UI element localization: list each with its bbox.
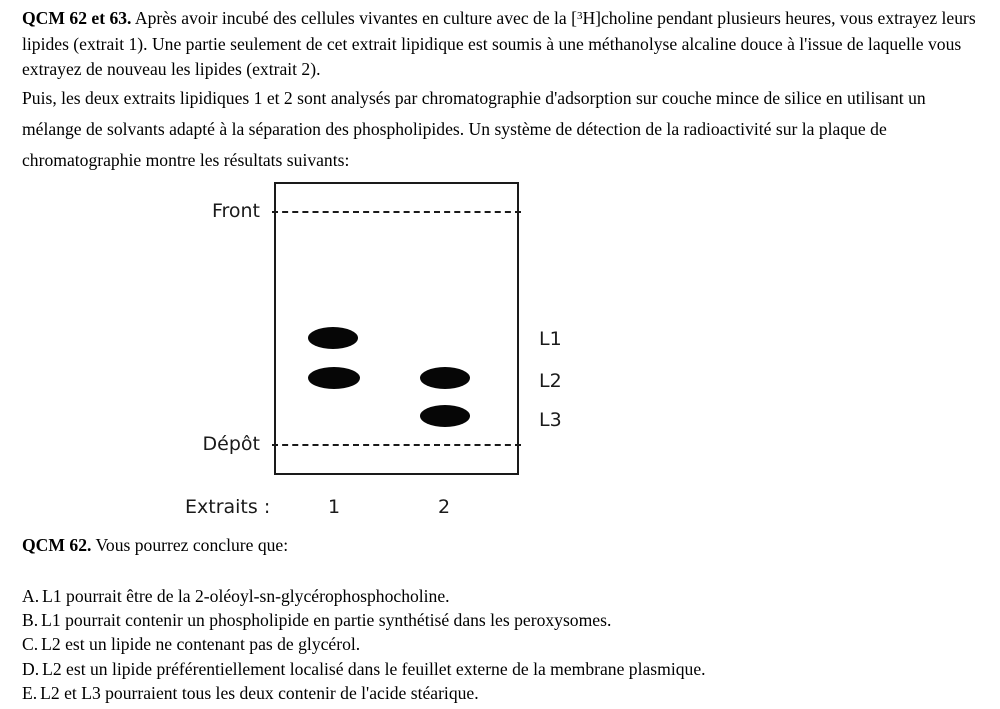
answer-option-letter: D. bbox=[22, 658, 40, 679]
answer-option-text: L2 est un lipide ne contenant pas de glycérol. bbox=[41, 634, 361, 655]
extracts-axis-label: Extraits : bbox=[185, 496, 271, 518]
answer-option-text: L1 pourrait contenir un phospholipide en partie synthétisé dans les peroxysomes. bbox=[41, 610, 612, 631]
band-label-l3: L3 bbox=[539, 409, 562, 431]
extract-number-2: 2 bbox=[437, 496, 451, 518]
answer-option-c[interactable] bbox=[22, 632, 982, 656]
extracts-axis-row bbox=[0, 496, 1000, 522]
qcm-lead-label: QCM 62 et 63. bbox=[22, 8, 132, 28]
question-text: Vous pourrez conclure que: bbox=[91, 535, 289, 555]
intro-prose bbox=[22, 6, 984, 176]
solvent-front-line bbox=[272, 211, 521, 213]
answer-option-letter: C. bbox=[22, 634, 39, 655]
question-number: QCM 62. bbox=[22, 535, 92, 555]
answer-options-list bbox=[22, 584, 982, 705]
answer-option-text: L1 pourrait être de la 2-oléoyl-sn-glycérophosphocholine. bbox=[42, 586, 450, 606]
radioactive-spot-lane1-l1 bbox=[308, 327, 358, 349]
extract-number-1: 1 bbox=[327, 496, 341, 518]
intro-paragraph-1-part1: Après avoir incubé des cellules vivantes en culture avec de la [ bbox=[131, 8, 577, 28]
radioactive-spot-lane1-l2 bbox=[308, 367, 360, 389]
question-heading bbox=[22, 533, 288, 557]
answer-option-letter: E. bbox=[22, 682, 38, 703]
band-label-l2: L2 bbox=[539, 370, 562, 392]
deposit-origin-line bbox=[272, 444, 521, 446]
answer-option-d[interactable] bbox=[22, 657, 982, 681]
solvent-front-label: Front bbox=[211, 200, 260, 222]
intro-paragraph-1-part2: H]choline pendant plusieurs heures, vous extrayez leurs lipides (extrait 1). Une partie seulement de cet extrait lipidique est soumis à une méthanolyse alcaline douce à l'issue de laquelle vous extrayez de nouveau les lipides (extrait 2). bbox=[22, 8, 976, 79]
band-label-l1: L1 bbox=[539, 328, 562, 350]
radioactive-spot-lane2-l3 bbox=[420, 405, 470, 427]
tritium-superscript: 3 bbox=[576, 9, 583, 22]
answer-option-letter: B. bbox=[22, 610, 39, 631]
answer-option-b[interactable] bbox=[22, 608, 982, 632]
answer-option-letter: A. bbox=[22, 586, 40, 606]
deposit-origin-label: Dépôt bbox=[202, 433, 260, 455]
chromatography-plate bbox=[274, 182, 519, 475]
answer-option-e[interactable] bbox=[22, 681, 982, 705]
answer-option-text: L2 est un lipide préférentiellement localisé dans le feuillet externe de la membrane plasmique. bbox=[42, 658, 706, 679]
answer-option-text: L2 et L3 pourraient tous les deux contenir de l'acide stéarique. bbox=[40, 682, 479, 703]
answer-option-a[interactable] bbox=[22, 584, 982, 608]
intro-paragraph-2: Puis, les deux extraits lipidiques 1 et 2 sont analysés par chromatographie d'adsorption sur couche mince de silice en utilisant un mélange de solvants adapté à la séparation des phospholipides. Un système de détection de la radioactivité sur la plaque de chromatographie montre les résultats suivants: bbox=[22, 87, 926, 170]
intro-paragraph-1 bbox=[22, 6, 984, 83]
radioactive-spot-lane2-l2 bbox=[420, 367, 470, 389]
